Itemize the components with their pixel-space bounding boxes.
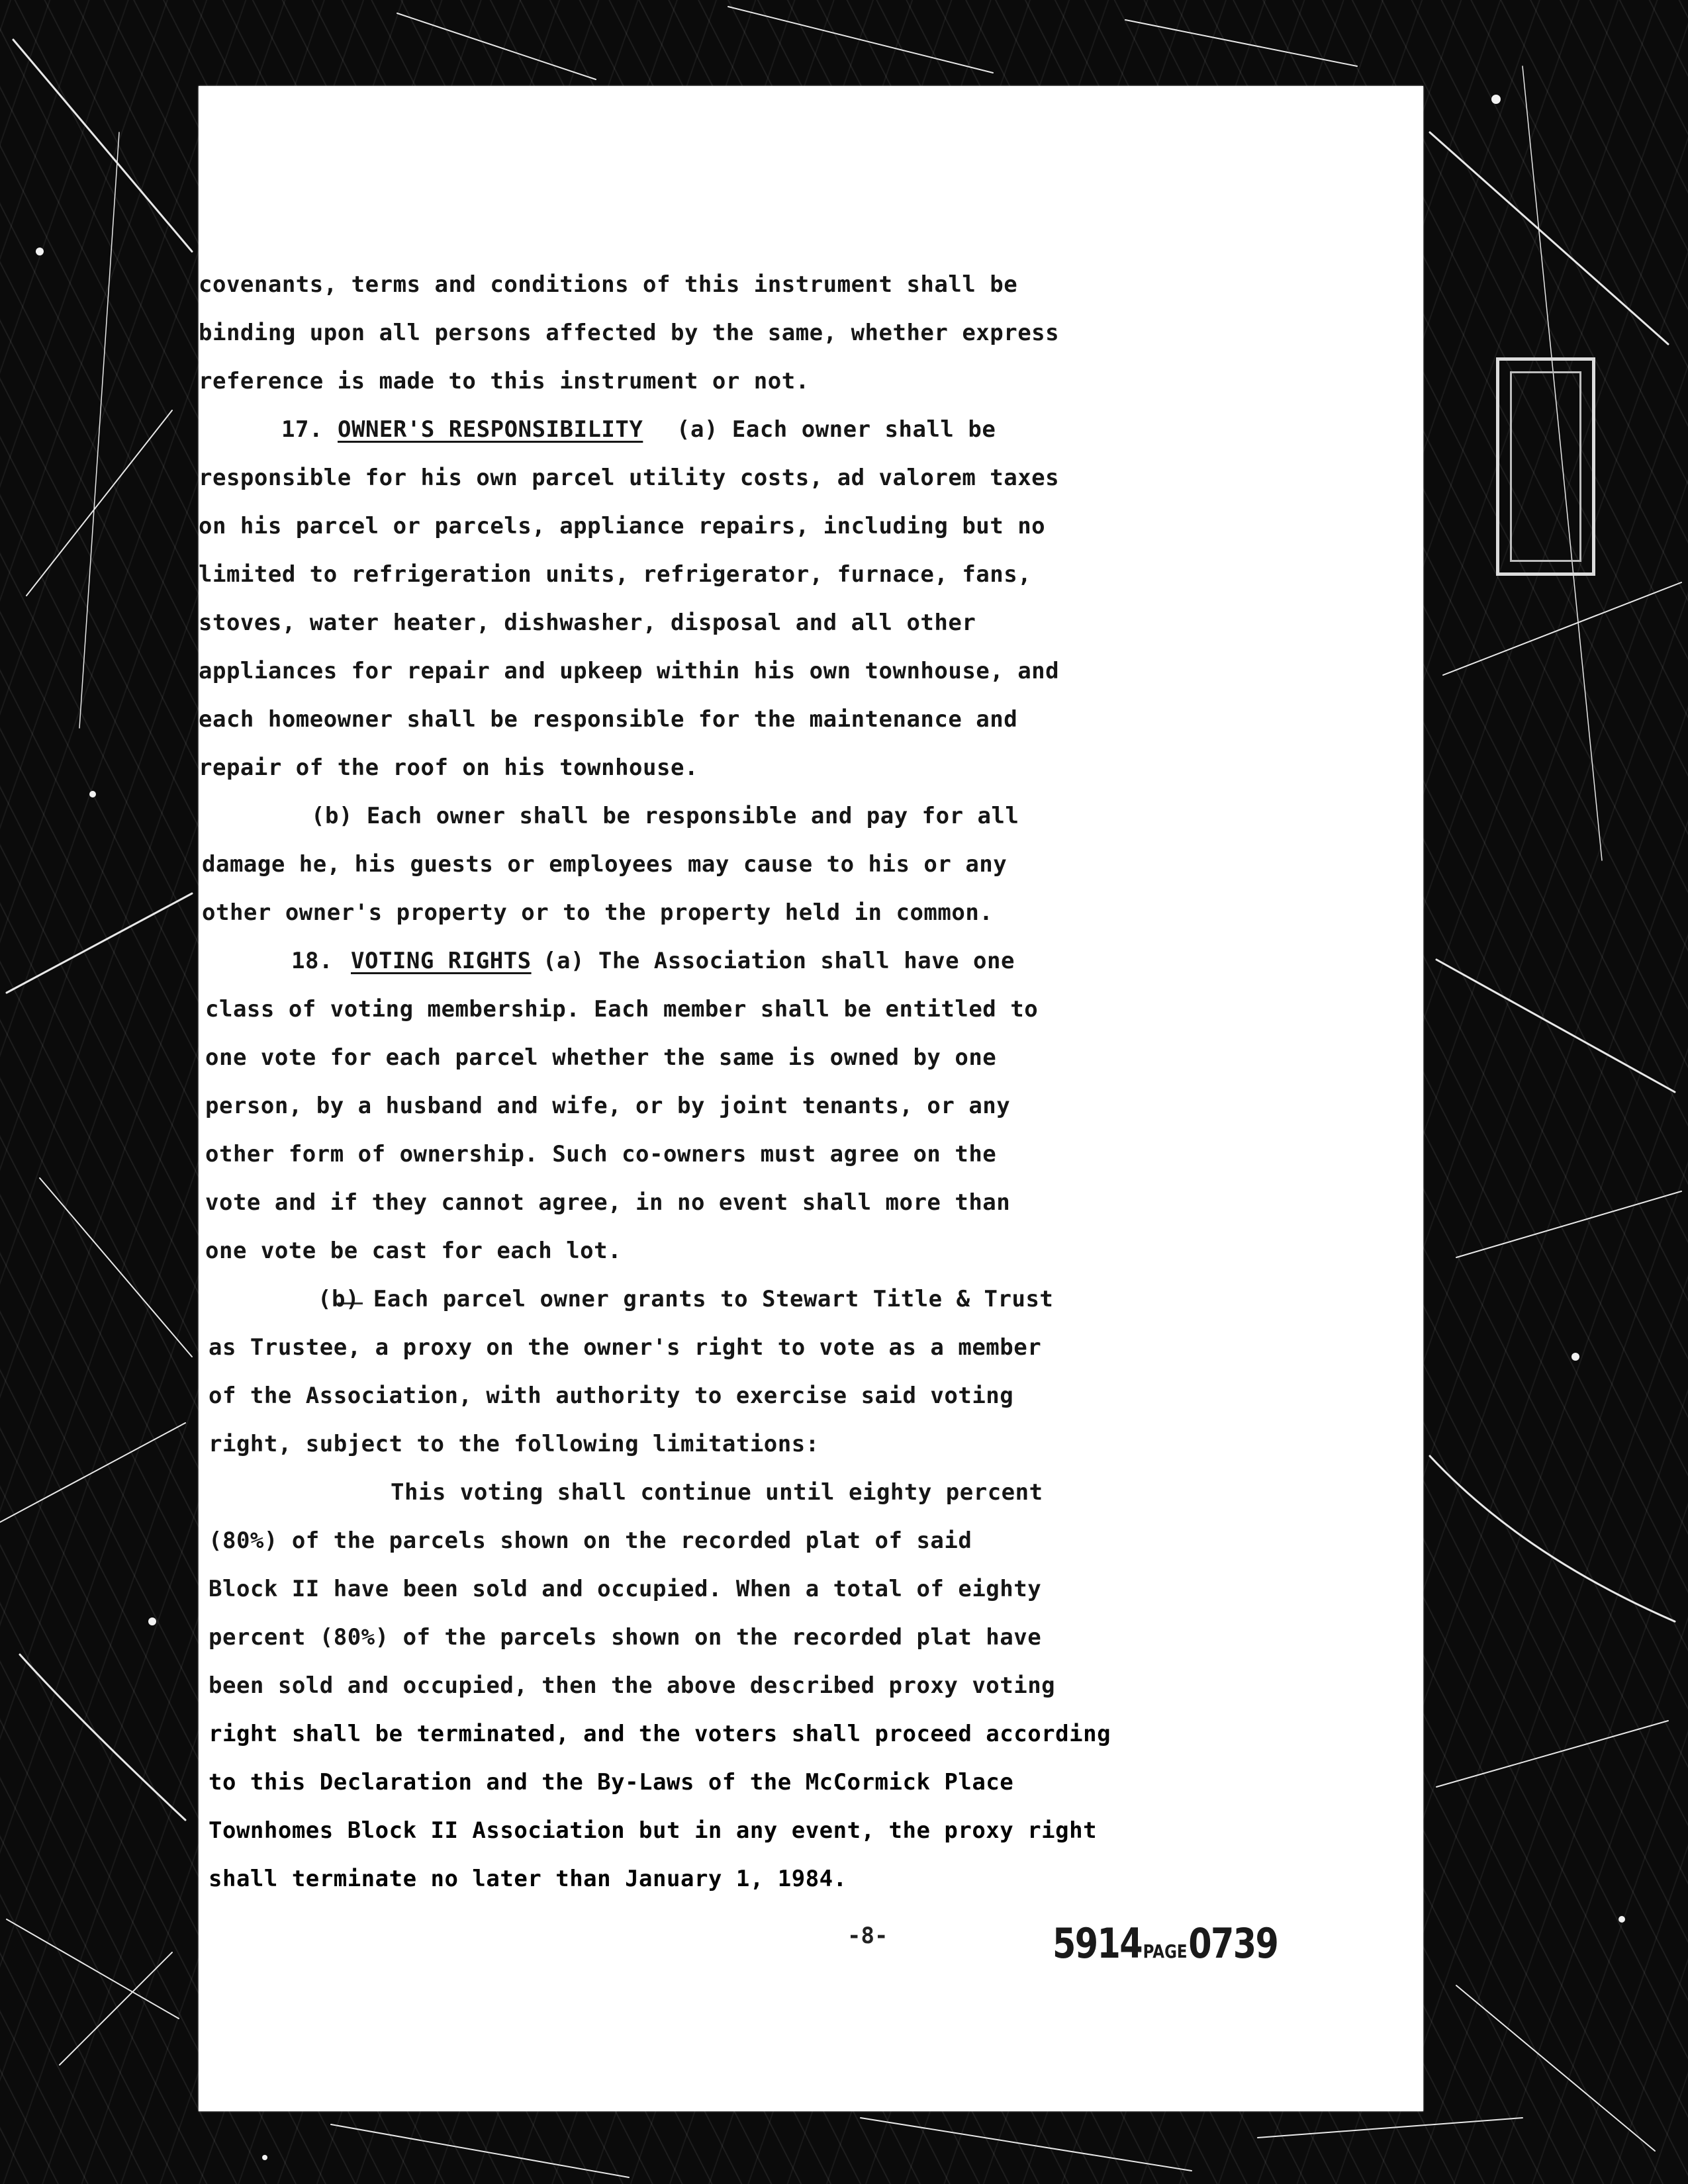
text-line: on his parcel or parcels, appliance repairs, including but no xyxy=(199,513,1046,539)
text-line: person, by a husband and wife, or by joint tenants, or any xyxy=(205,1093,1011,1119)
text-line: (a) The Association shall have one xyxy=(543,948,1015,974)
text-line: other owner's property or to the property held in common. xyxy=(202,899,994,926)
text-line: to this Declaration and the By-Laws of the McCormick Place xyxy=(209,1769,1014,1796)
text-line: covenants, terms and conditions of this instrument shall be xyxy=(199,271,1018,298)
text-line: been sold and occupied, then the above described proxy voting xyxy=(209,1672,1056,1699)
section-heading: OWNER'S RESPONSIBILITY xyxy=(338,416,643,443)
text-line: class of voting membership. Each member shall be entitled to xyxy=(205,996,1039,1023)
text-line: right shall be terminated, and the voters shall proceed according xyxy=(209,1721,1111,1747)
text-line: one vote for each parcel whether the same is owned by one xyxy=(205,1044,997,1071)
text-line: percent (80%) of the parcels shown on the recorded plat have xyxy=(209,1624,1042,1651)
section-number: 17. xyxy=(281,416,323,443)
text-line: This voting shall continue until eighty percent xyxy=(391,1479,1043,1506)
text-line: repair of the roof on his townhouse. xyxy=(199,754,698,781)
side-frame-mark xyxy=(1496,357,1595,576)
text-line: shall terminate no later than January 1, 1984. xyxy=(209,1866,847,1892)
text-line: appliances for repair and upkeep within his own townhouse, and xyxy=(199,658,1060,684)
text-line: responsible for his own parcel utility costs, ad valorem taxes xyxy=(199,465,1060,491)
text-line: other form of ownership. Such co-owners must agree on the xyxy=(205,1141,997,1167)
page-number: -8- xyxy=(847,1923,888,1949)
text-line: stoves, water heater, dishwasher, disposal and all other xyxy=(199,610,976,636)
text-line: as Trustee, a proxy on the owner's right to vote as a member xyxy=(209,1334,1042,1361)
section-heading: VOTING RIGHTS xyxy=(351,948,532,974)
stamp-book: 5914 xyxy=(1053,1919,1142,1968)
recording-stamp xyxy=(1053,1919,1278,1968)
text-line: (b) Each parcel owner grants to Stewart Title & Trust xyxy=(318,1286,1054,1312)
section-number: 18. xyxy=(291,948,333,974)
text-line: (80%) of the parcels shown on the recorded plat of said xyxy=(209,1527,972,1554)
text-line: damage he, his guests or employees may cause to his or any xyxy=(202,851,1008,878)
stamp-page: 0739 xyxy=(1188,1919,1278,1968)
text-line: Block II have been sold and occupied. When a total of eighty xyxy=(209,1576,1042,1602)
text-line: of the Association, with authority to exercise said voting xyxy=(209,1383,1014,1409)
stamp-page-label: PAGE xyxy=(1143,1940,1188,1962)
text-line: Townhomes Block II Association but in any event, the proxy right xyxy=(209,1817,1098,1844)
text-line: limited to refrigeration units, refrigerator, furnace, fans, xyxy=(199,561,1032,588)
text-line: (a) Each owner shall be xyxy=(677,416,996,443)
text-line: (b) Each owner shall be responsible and pay for all xyxy=(311,803,1019,829)
text-line: binding upon all persons affected by the same, whether express xyxy=(199,320,1060,346)
text-line: right, subject to the following limitations: xyxy=(209,1431,820,1457)
text-line: reference is made to this instrument or not. xyxy=(199,368,810,394)
text-line: each homeowner shall be responsible for the maintenance and xyxy=(199,706,1018,733)
text-line: vote and if they cannot agree, in no event shall more than xyxy=(205,1189,1011,1216)
text-line: one vote be cast for each lot. xyxy=(205,1238,622,1264)
